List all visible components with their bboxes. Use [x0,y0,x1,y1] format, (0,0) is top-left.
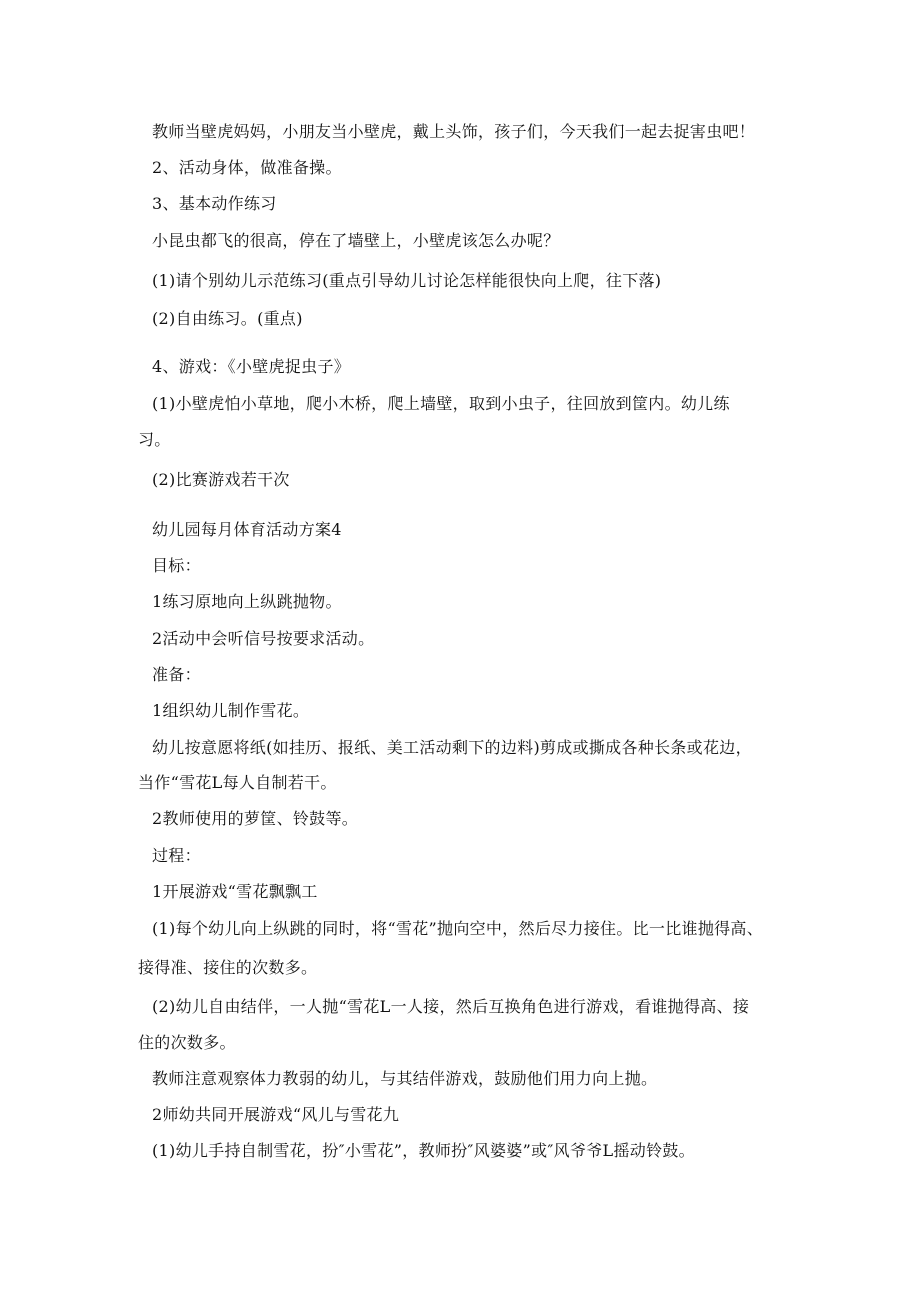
paragraph-line: 2师幼共同开展游戏“风儿与雪花九 [152,1105,400,1124]
paragraph-line: (1)请个别幼儿示范练习(重点引导幼儿讨论怎样能很快向上爬，往下落) [152,271,662,290]
paragraph-line: (1)小壁虎怕小草地，爬小木桥，爬上墙壁，取到小虫子，往回放到筐内。幼儿练 [152,394,730,413]
paragraph-line: 当作“雪花L每人自制若干。 [138,773,337,792]
paragraph-line: (2)幼儿自由结伴，一人抛“雪花L一人接，然后互换角色进行游戏，看谁抛得高、接 [152,997,750,1016]
paragraph-line: 2活动中会听信号按要求活动。 [152,629,375,648]
paragraph-line: 1组织幼儿制作雪花。 [152,701,310,720]
paragraph-line: 2教师使用的萝筐、铃鼓等。 [152,809,359,828]
paragraph-line: 3、基本动作练习 [152,194,277,213]
paragraph-line: 2、活动身体，做准备操。 [152,158,342,177]
paragraph-line: 教师注意观察体力教弱的幼儿，与其结伴游戏，鼓励他们用力向上抛。 [152,1069,658,1088]
paragraph-line: (2)比赛游戏若干次 [152,470,290,489]
paragraph-line: 1练习原地向上纵跳抛物。 [152,592,342,611]
paragraph-line: (1)每个幼儿向上纵跳的同时，将“雪花”抛向空中，然后尽力接住。比一比谁抛得高、 [152,919,764,938]
paragraph-line: 准备： [152,665,201,684]
section-heading: 幼儿园每月体育活动方案4 [152,520,342,539]
paragraph-line: 教师当壁虎妈妈，小朋友当小壁虎，戴上头饰，孩子们，今天我们一起去捉害虫吧！ [152,122,756,141]
paragraph-line: 幼儿按意愿将纸(如挂历、报纸、美工活动剩下的边料)剪成或撕成各种长条或花边， [152,738,752,757]
paragraph-line: 1开展游戏“雪花飘飘工 [152,882,318,901]
paragraph-line: 目标： [152,556,201,575]
paragraph-line: (2)自由练习。(重点) [152,309,303,328]
paragraph-line: 小昆虫都飞的很高，停在了墙壁上，小壁虎该怎么办呢？ [152,231,560,250]
paragraph-line: 接得准、接住的次数多。 [138,958,318,977]
paragraph-line: (1)幼儿手持自制雪花，扮″小雪花”，教师扮″风婆婆”或″风爷爷L摇动铃鼓。 [152,1141,695,1160]
paragraph-line: 习。 [138,430,171,449]
paragraph-line: 过程： [152,846,201,865]
paragraph-line: 4、游戏：《小壁虎捉虫子》 [152,357,351,376]
paragraph-line: 住的次数多。 [138,1033,236,1052]
